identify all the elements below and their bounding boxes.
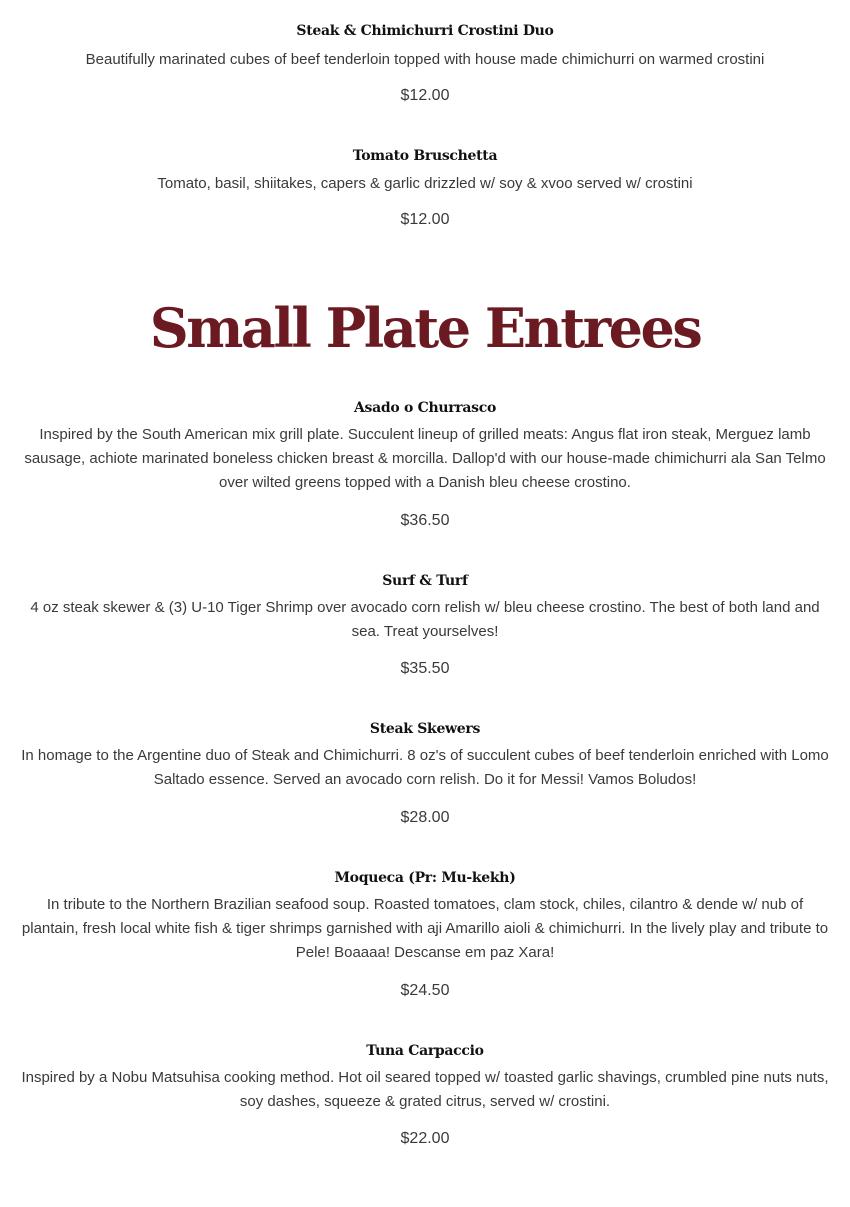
item-price: $36.50 — [400, 512, 450, 529]
item-name: Moqueca (Pr: Mu-kekh) — [334, 870, 516, 886]
item-description: In tribute to the Northern Brazilian seafood soup. Roasted tomatoes, clam stock, chiles, cilantro & dende w/ nub of plantain, fresh local white fish & tiger shrimps garnished with aji Amarillo aioli & chimichurri. In the lively play and tribute to Pele! Boaaaa! Descanse em paz Xara! — [21, 896, 829, 961]
menu-item-steak-skewers — [20, 720, 830, 826]
item-price: $22.00 — [400, 1130, 450, 1147]
menu-item-moqueca — [20, 869, 830, 999]
menu-item-asado — [20, 399, 830, 529]
item-name: Tuna Carpaccio — [366, 1043, 484, 1059]
item-price: $35.50 — [400, 660, 450, 677]
item-description: In homage to the Argentine duo of Steak and Chimichurri. 8 oz's of succulent cubes of beef tenderloin enriched with Lomo Saltado essence. Served an avocado corn relish. Do it for Messi! Vamos Boludos! — [21, 747, 829, 788]
item-name: Asado o Churrasco — [354, 400, 496, 416]
item-description: 4 oz steak skewer & (3) U-10 Tiger Shrimp over avocado corn relish w/ bleu cheese crostino. The best of both land and sea. Treat yourselves! — [30, 599, 820, 640]
menu-item-surf-turf — [20, 572, 830, 677]
item-name: Tomato Bruschetta — [352, 148, 498, 164]
item-name: Steak & Chimichurri Crostini Duo — [296, 23, 554, 39]
menu-item-tuna-carpaccio — [20, 1042, 830, 1147]
section-title: Small Plate Entrees — [149, 296, 701, 360]
item-description: Inspired by the South American mix grill plate. Succulent lineup of grilled meats: Angus flat iron steak, Merguez lamb sausage, achiote marinated boneless chicken breast & morcilla. Dallop'd with our house-made chimichurri ala San Telmo over wilted greens topped with a Danish bleu cheese crostino. — [24, 426, 826, 491]
item-price: $28.00 — [400, 809, 450, 826]
item-description: Inspired by a Nobu Matsuhisa cooking method. Hot oil seared topped w/ toasted garlic shavings, crumbled pine nuts nuts, soy dashes, squeeze & grated citrus, served w/ crostini. — [21, 1069, 829, 1110]
item-name: Steak Skewers — [369, 721, 481, 737]
item-name: Surf & Turf — [382, 573, 468, 589]
item-price: $12.00 — [400, 87, 450, 104]
item-description: Tomato, basil, shiitakes, capers & garlic drizzled w/ soy & xvoo served w/ crostini — [157, 175, 693, 192]
menu-item-steak-crostini — [20, 22, 830, 104]
item-price: $12.00 — [400, 211, 450, 228]
menu-item-tomato-bruschetta — [20, 147, 830, 228]
item-description: Beautifully marinated cubes of beef tenderloin topped with house made chimichurri on warmed crostini — [85, 51, 765, 68]
item-price: $24.50 — [400, 982, 450, 999]
